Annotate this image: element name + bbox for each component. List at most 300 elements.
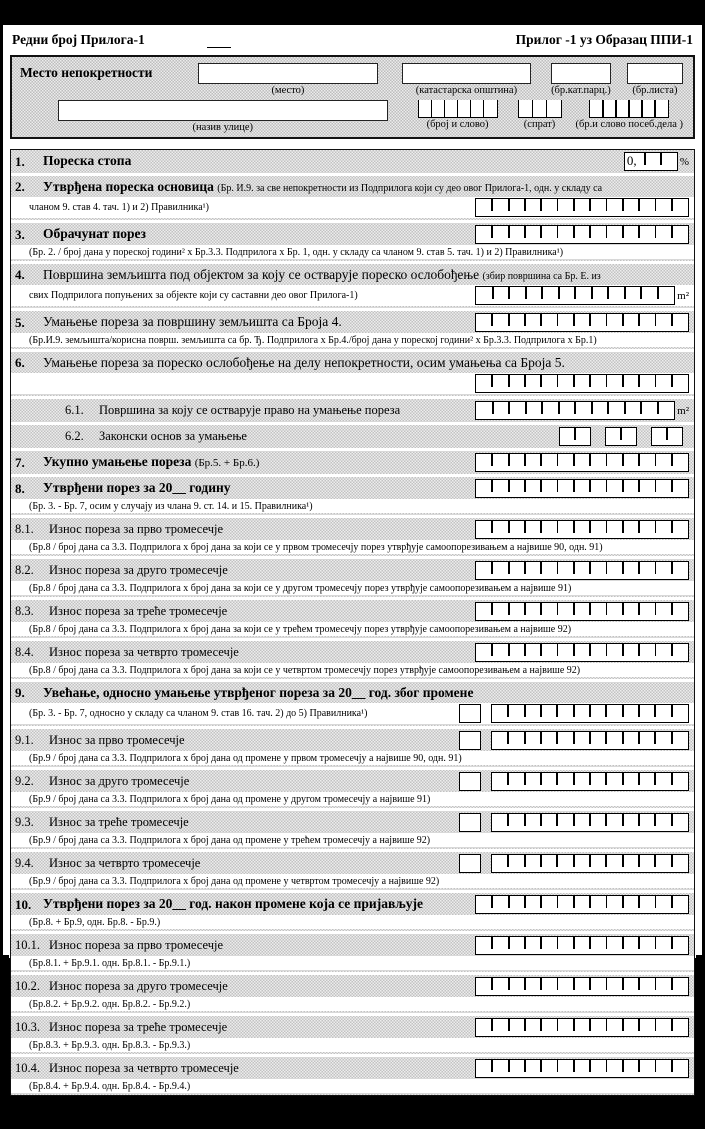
comb-cell[interactable] [590, 199, 606, 216]
comb-cell[interactable] [652, 428, 667, 445]
comb-cell[interactable] [655, 226, 671, 243]
comb-cell[interactable] [639, 855, 655, 872]
comb-cell[interactable] [607, 199, 623, 216]
comb-cell[interactable] [492, 896, 508, 913]
comb-cell[interactable] [509, 896, 525, 913]
comb-cell[interactable] [639, 896, 655, 913]
comb-cell[interactable] [607, 375, 623, 392]
cadastral-parcel-input[interactable] [551, 63, 611, 84]
comb-cell[interactable] [492, 814, 508, 831]
comb-cell[interactable] [623, 732, 639, 749]
comb-cell[interactable] [672, 644, 688, 661]
comb-cell[interactable] [492, 521, 508, 538]
comb-cell[interactable] [655, 480, 671, 497]
comb-cell[interactable] [492, 937, 508, 954]
q2-change-comb[interactable] [491, 772, 689, 791]
comb-cell[interactable] [672, 937, 688, 954]
comb-cell[interactable] [655, 732, 671, 749]
comb-cell[interactable] [541, 521, 557, 538]
comb-cell[interactable] [590, 814, 606, 831]
comb-cell[interactable] [623, 521, 639, 538]
comb-cell[interactable] [639, 937, 655, 954]
comb-cell[interactable] [509, 314, 525, 331]
comb-cell[interactable] [672, 1019, 688, 1036]
comb-cell[interactable] [672, 773, 688, 790]
comb-cell[interactable] [575, 428, 590, 445]
comb-cell[interactable] [625, 287, 642, 304]
comb-cell[interactable] [639, 480, 655, 497]
q3-final-comb[interactable] [475, 1018, 689, 1037]
comb-cell[interactable] [625, 402, 642, 419]
comb-cell[interactable] [641, 402, 658, 419]
comb-cell[interactable] [655, 562, 671, 579]
comb-cell[interactable] [476, 521, 492, 538]
comb-cell[interactable] [639, 562, 655, 579]
comb-cell[interactable] [590, 855, 606, 872]
comb-cell[interactable] [508, 773, 524, 790]
tax-after-change-comb[interactable] [475, 895, 689, 914]
comb-cell[interactable] [639, 732, 655, 749]
comb-cell[interactable] [525, 314, 541, 331]
comb-cell[interactable] [575, 287, 592, 304]
comb-cell[interactable] [541, 705, 557, 722]
comb-cell[interactable] [476, 644, 492, 661]
comb-cell[interactable] [590, 226, 606, 243]
legal-basis-pair-2[interactable] [605, 427, 637, 446]
comb-cell[interactable] [590, 375, 606, 392]
comb-cell[interactable] [542, 402, 559, 419]
comb-cell[interactable] [525, 226, 541, 243]
comb-cell[interactable] [590, 978, 606, 995]
comb-cell[interactable] [672, 375, 688, 392]
comb-cell[interactable] [492, 603, 508, 620]
comb-cell[interactable] [509, 978, 525, 995]
comb-cell[interactable] [558, 937, 574, 954]
comb-cell[interactable] [607, 644, 623, 661]
comb-cell[interactable] [559, 402, 576, 419]
comb-cell[interactable] [574, 896, 590, 913]
comb-cell[interactable] [623, 814, 639, 831]
comb-cell[interactable] [541, 199, 557, 216]
comb-cell[interactable] [639, 978, 655, 995]
q4-change-comb[interactable] [491, 854, 689, 873]
comb-cell[interactable] [590, 454, 606, 471]
comb-cell[interactable] [574, 199, 590, 216]
comb-cell[interactable] [655, 855, 671, 872]
comb-cell[interactable] [608, 402, 625, 419]
comb-cell[interactable] [655, 100, 668, 117]
comb-cell[interactable] [525, 199, 541, 216]
total-reduction-comb[interactable] [475, 453, 689, 472]
q4-final-comb[interactable] [475, 1059, 689, 1078]
comb-cell[interactable] [607, 562, 623, 579]
comb-cell[interactable] [492, 480, 508, 497]
comb-cell[interactable] [492, 732, 508, 749]
comb-cell[interactable] [623, 480, 639, 497]
comb-cell[interactable] [672, 521, 688, 538]
comb-cell[interactable] [574, 480, 590, 497]
comb-cell[interactable] [655, 454, 671, 471]
comb-cell[interactable] [492, 375, 508, 392]
comb-cell[interactable] [672, 199, 688, 216]
comb-cell[interactable] [476, 199, 492, 216]
comb-cell[interactable] [655, 896, 671, 913]
comb-cell[interactable] [525, 375, 541, 392]
comb-cell[interactable] [639, 1019, 655, 1036]
comb-cell[interactable] [559, 287, 576, 304]
comb-cell[interactable] [574, 773, 590, 790]
comb-cell[interactable] [592, 402, 609, 419]
comb-cell[interactable] [471, 100, 484, 117]
comb-cell[interactable] [525, 644, 541, 661]
comb-cell[interactable] [655, 521, 671, 538]
comb-cell[interactable] [476, 454, 492, 471]
comb-cell[interactable] [574, 454, 590, 471]
comb-cell[interactable] [606, 814, 622, 831]
comb-cell[interactable] [533, 100, 547, 117]
calculated-tax-comb[interactable] [475, 225, 689, 244]
comb-cell[interactable] [641, 287, 658, 304]
comb-cell[interactable] [639, 773, 655, 790]
comb-cell[interactable] [574, 978, 590, 995]
comb-cell[interactable] [541, 314, 557, 331]
comb-cell[interactable] [525, 480, 541, 497]
comb-cell[interactable] [558, 480, 574, 497]
comb-cell[interactable] [476, 375, 492, 392]
comb-cell[interactable] [519, 100, 533, 117]
comb-cell[interactable] [541, 480, 557, 497]
comb-cell[interactable] [525, 1060, 541, 1077]
comb-cell[interactable] [623, 375, 639, 392]
comb-cell[interactable] [590, 603, 606, 620]
comb-cell[interactable] [492, 454, 508, 471]
comb-cell[interactable] [590, 705, 606, 722]
comb-cell[interactable] [558, 562, 574, 579]
comb-cell[interactable] [590, 314, 606, 331]
comb-cell[interactable] [574, 855, 590, 872]
comb-cell[interactable] [607, 454, 623, 471]
comb-cell[interactable] [672, 603, 688, 620]
comb-cell[interactable] [541, 773, 557, 790]
comb-cell[interactable] [541, 814, 557, 831]
comb-cell[interactable] [492, 644, 508, 661]
serial-number-input[interactable] [207, 36, 231, 48]
street-name-input[interactable] [58, 100, 388, 121]
comb-cell[interactable] [432, 100, 445, 117]
comb-cell[interactable] [541, 226, 557, 243]
comb-cell[interactable] [509, 644, 525, 661]
comb-cell[interactable] [606, 705, 622, 722]
comb-cell[interactable] [541, 978, 557, 995]
comb-cell[interactable] [645, 153, 661, 170]
comb-cell[interactable] [492, 1060, 508, 1077]
comb-cell[interactable] [509, 937, 525, 954]
comb-cell[interactable] [655, 375, 671, 392]
comb-cell[interactable] [476, 1019, 492, 1036]
comb-cell[interactable] [658, 402, 675, 419]
comb-cell[interactable] [492, 705, 508, 722]
comb-cell[interactable] [606, 773, 622, 790]
comb-cell[interactable] [655, 603, 671, 620]
comb-cell[interactable] [607, 1019, 623, 1036]
q3-change-sign-box[interactable] [459, 813, 481, 832]
comb-cell[interactable] [590, 1060, 606, 1077]
comb-cell[interactable] [508, 814, 524, 831]
comb-cell[interactable] [672, 314, 688, 331]
comb-cell[interactable] [558, 454, 574, 471]
comb-cell[interactable] [607, 603, 623, 620]
land-area-comb[interactable] [475, 286, 675, 305]
legal-basis-pair-3[interactable] [651, 427, 683, 446]
floor-comb[interactable] [518, 100, 562, 118]
q3-tax-comb[interactable] [475, 602, 689, 621]
comb-cell[interactable] [541, 732, 557, 749]
comb-cell[interactable] [672, 480, 688, 497]
comb-cell[interactable] [655, 644, 671, 661]
reduction-area-comb[interactable] [475, 401, 675, 420]
tax-change-comb[interactable] [491, 704, 689, 723]
comb-cell[interactable] [574, 644, 590, 661]
assessed-tax-comb[interactable] [475, 479, 689, 498]
comb-cell[interactable] [590, 937, 606, 954]
comb-cell[interactable] [607, 937, 623, 954]
comb-cell[interactable] [655, 199, 671, 216]
comb-cell[interactable] [557, 855, 573, 872]
comb-cell[interactable] [525, 1019, 541, 1036]
comb-cell[interactable] [541, 603, 557, 620]
comb-cell[interactable] [525, 814, 541, 831]
comb-cell[interactable] [574, 1060, 590, 1077]
comb-cell[interactable] [541, 896, 557, 913]
comb-cell[interactable] [590, 521, 606, 538]
comb-cell[interactable] [603, 100, 616, 117]
comb-cell[interactable] [639, 454, 655, 471]
comb-cell[interactable] [525, 603, 541, 620]
comb-cell[interactable] [476, 1060, 492, 1077]
comb-cell[interactable] [558, 644, 574, 661]
exemption-reduction-comb[interactable] [475, 374, 689, 393]
comb-cell[interactable] [639, 1060, 655, 1077]
comb-cell[interactable] [639, 314, 655, 331]
comb-cell[interactable] [623, 1060, 639, 1077]
comb-cell[interactable] [558, 603, 574, 620]
comb-cell[interactable] [476, 226, 492, 243]
comb-cell[interactable] [574, 1019, 590, 1036]
comb-cell[interactable] [557, 732, 573, 749]
comb-cell[interactable] [525, 896, 541, 913]
comb-cell[interactable] [525, 855, 541, 872]
comb-cell[interactable] [492, 1019, 508, 1036]
comb-cell[interactable] [541, 1060, 557, 1077]
comb-cell[interactable] [560, 428, 575, 445]
comb-cell[interactable] [655, 1060, 671, 1077]
comb-cell[interactable] [558, 978, 574, 995]
comb-cell[interactable] [558, 314, 574, 331]
comb-cell[interactable] [606, 855, 622, 872]
comb-cell[interactable] [661, 153, 677, 170]
comb-cell[interactable] [623, 226, 639, 243]
comb-cell[interactable] [492, 199, 508, 216]
comb-cell[interactable] [509, 375, 525, 392]
q1-change-comb[interactable] [491, 731, 689, 750]
comb-cell[interactable] [558, 1019, 574, 1036]
comb-cell[interactable] [558, 226, 574, 243]
comb-cell[interactable] [623, 1019, 639, 1036]
comb-cell[interactable] [621, 428, 636, 445]
comb-cell[interactable] [623, 773, 639, 790]
comb-cell[interactable] [492, 773, 508, 790]
comb-cell[interactable] [557, 773, 573, 790]
comb-cell[interactable] [557, 705, 573, 722]
comb-cell[interactable] [541, 454, 557, 471]
comb-cell[interactable] [525, 937, 541, 954]
comb-cell[interactable] [607, 1060, 623, 1077]
comb-cell[interactable] [590, 562, 606, 579]
comb-cell[interactable] [525, 732, 541, 749]
comb-cell[interactable] [574, 562, 590, 579]
q3-change-comb[interactable] [491, 813, 689, 832]
comb-cell[interactable] [574, 732, 590, 749]
comb-cell[interactable] [672, 705, 688, 722]
comb-cell[interactable] [623, 978, 639, 995]
comb-cell[interactable] [639, 199, 655, 216]
comb-cell[interactable] [526, 287, 543, 304]
comb-cell[interactable] [574, 375, 590, 392]
comb-cell[interactable] [639, 814, 655, 831]
comb-cell[interactable] [558, 1060, 574, 1077]
comb-cell[interactable] [575, 402, 592, 419]
comb-cell[interactable] [592, 287, 609, 304]
comb-cell[interactable] [541, 375, 557, 392]
comb-cell[interactable] [623, 454, 639, 471]
comb-cell[interactable] [492, 855, 508, 872]
comb-cell[interactable] [590, 100, 603, 117]
special-part-comb[interactable] [589, 100, 669, 118]
comb-cell[interactable] [525, 454, 541, 471]
comb-cell[interactable] [492, 562, 508, 579]
comb-cell[interactable] [606, 428, 621, 445]
comb-cell[interactable] [607, 521, 623, 538]
legal-basis-pair-1[interactable] [559, 427, 591, 446]
comb-cell[interactable] [492, 314, 508, 331]
comb-cell[interactable] [574, 314, 590, 331]
comb-cell[interactable] [590, 1019, 606, 1036]
comb-cell[interactable] [508, 705, 524, 722]
comb-cell[interactable] [525, 562, 541, 579]
comb-cell[interactable] [509, 603, 525, 620]
comb-cell[interactable] [672, 814, 688, 831]
comb-cell[interactable] [508, 732, 524, 749]
comb-cell[interactable] [639, 705, 655, 722]
comb-cell[interactable] [658, 287, 675, 304]
comb-cell[interactable] [476, 562, 492, 579]
comb-cell[interactable] [655, 705, 671, 722]
comb-cell[interactable] [493, 287, 510, 304]
comb-cell[interactable] [509, 562, 525, 579]
land-reduction-comb[interactable] [475, 313, 689, 332]
comb-cell[interactable] [509, 402, 526, 419]
comb-cell[interactable] [639, 644, 655, 661]
comb-cell[interactable] [672, 454, 688, 471]
comb-cell[interactable] [526, 402, 543, 419]
q2-tax-comb[interactable] [475, 561, 689, 580]
comb-cell[interactable] [558, 896, 574, 913]
comb-cell[interactable] [541, 1019, 557, 1036]
comb-cell[interactable] [590, 480, 606, 497]
comb-cell[interactable] [558, 521, 574, 538]
comb-cell[interactable] [557, 814, 573, 831]
comb-cell[interactable] [607, 896, 623, 913]
comb-cell[interactable] [672, 896, 688, 913]
comb-cell[interactable] [672, 732, 688, 749]
comb-cell[interactable] [458, 100, 471, 117]
comb-cell[interactable] [655, 978, 671, 995]
comb-cell[interactable] [623, 896, 639, 913]
comb-cell[interactable] [574, 705, 590, 722]
comb-cell[interactable] [558, 375, 574, 392]
comb-cell[interactable] [509, 1060, 525, 1077]
comb-cell[interactable] [590, 896, 606, 913]
comb-cell[interactable] [623, 644, 639, 661]
comb-cell[interactable] [509, 454, 525, 471]
comb-cell[interactable] [623, 562, 639, 579]
q4-change-sign-box[interactable] [459, 854, 481, 873]
comb-cell[interactable] [541, 644, 557, 661]
comb-cell[interactable] [623, 199, 639, 216]
comb-cell[interactable] [655, 773, 671, 790]
comb-cell[interactable] [616, 100, 629, 117]
comb-cell[interactable] [509, 521, 525, 538]
comb-cell[interactable] [574, 814, 590, 831]
comb-cell[interactable] [509, 480, 525, 497]
q1-change-sign-box[interactable] [459, 731, 481, 750]
comb-cell[interactable] [655, 937, 671, 954]
comb-cell[interactable] [623, 855, 639, 872]
comb-cell[interactable] [639, 375, 655, 392]
comb-cell[interactable] [558, 199, 574, 216]
comb-cell[interactable] [655, 814, 671, 831]
comb-cell[interactable] [525, 773, 541, 790]
comb-cell[interactable] [476, 896, 492, 913]
comb-cell[interactable] [629, 100, 642, 117]
comb-cell[interactable] [493, 402, 510, 419]
comb-cell[interactable] [607, 978, 623, 995]
tax-rate-field[interactable] [624, 152, 689, 171]
comb-cell[interactable] [672, 562, 688, 579]
comb-cell[interactable] [492, 978, 508, 995]
comb-cell[interactable] [574, 521, 590, 538]
comb-cell[interactable] [607, 314, 623, 331]
comb-cell[interactable] [542, 287, 559, 304]
comb-cell[interactable] [484, 100, 497, 117]
comb-cell[interactable] [476, 402, 493, 419]
comb-cell[interactable] [574, 603, 590, 620]
place-input[interactable] [198, 63, 378, 84]
comb-cell[interactable] [655, 1019, 671, 1036]
comb-cell[interactable] [608, 287, 625, 304]
comb-cell[interactable] [639, 521, 655, 538]
comb-cell[interactable] [623, 705, 639, 722]
comb-cell[interactable] [509, 287, 526, 304]
comb-cell[interactable] [672, 978, 688, 995]
comb-cell[interactable] [541, 937, 557, 954]
comb-cell[interactable] [607, 226, 623, 243]
comb-cell[interactable] [492, 226, 508, 243]
comb-cell[interactable] [508, 855, 524, 872]
comb-cell[interactable] [509, 1019, 525, 1036]
comb-cell[interactable] [476, 978, 492, 995]
comb-cell[interactable] [667, 428, 682, 445]
